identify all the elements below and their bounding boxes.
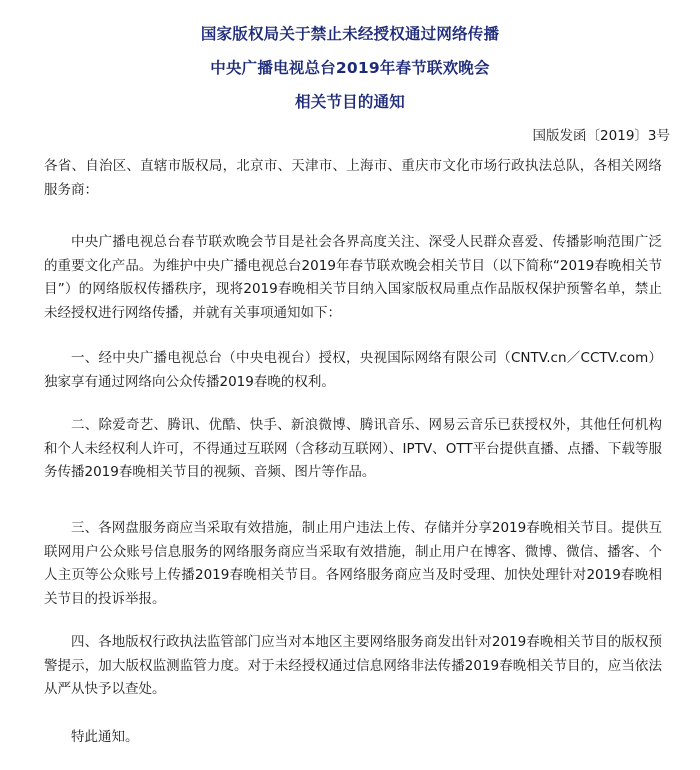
document-title-line-2: 中央广播电视总台2019年春节联欢晚会	[210, 59, 490, 77]
closing-paragraph: 特此通知。	[71, 729, 139, 745]
item-4-paragraph: 四、各地版权行政执法监管部门应当对本地区主要网络服务商发出针对2019春晚相关节目的版权预警提示，加大版权监测监管力度。对于未经授权通过信息网络非法传播2019春晚相关节目的，应当依法从严从快予以查处。	[44, 634, 662, 697]
document-title-line-3: 相关节目的通知	[295, 93, 405, 111]
addressee-paragraph: 各省、自治区、直辖市版权局，北京市、天津市、上海市、重庆市文化市场行政执法总队，各相关网络服务商：	[44, 158, 662, 198]
document-title-line-1: 国家版权局关于禁止未经授权通过网络传播	[200, 25, 500, 43]
item-2-paragraph: 二、除爱奇艺、腾讯、优酷、快手、新浪微博、腾讯音乐、网易云音乐已获授权外，其他任何机构和个人未经权利人许可，不得通过互联网（含移动互联网）、IPTV、OTT平台提供直播、点播、下载等服务传播2019春晚相关节目的视频、音频、图片等作品。	[44, 417, 662, 480]
item-1-paragraph: 一、经中央广播电视总台（中央电视台）授权，央视国际网络有限公司（CNTV.cn／CCTV.com）独家享有通过网络向公众传播2019春晚的权利。	[44, 350, 662, 390]
document-number: 国版发函〔2019〕3号	[532, 128, 670, 144]
intro-paragraph: 中央广播电视总台春节联欢晚会节目是社会各界高度关注、深受人民群众喜爱、传播影响范围广泛的重要文化产品。为维护中央广播电视总台2019年春节联欢晚会相关节目（以下简称“2019春晚相关节目”）的网络版权传播秩序，现将2019春晚相关节目纳入国家版权局重点作品版权保护预警名单，禁止未经授权进行网络传播，并就有关事项通知如下：	[44, 234, 662, 321]
item-3-paragraph: 三、各网盘服务商应当采取有效措施，制止用户违法上传、存储并分享2019春晚相关节目。提供互联网用户公众账号信息服务的网络服务商应当采取有效措施，制止用户在博客、微博、微信、播客、个人主页等公众账号上传播2019春晚相关节目。各网络服务商应当及时受理、加快处理针对2019春晚相关节目的投诉举报。	[44, 520, 662, 607]
